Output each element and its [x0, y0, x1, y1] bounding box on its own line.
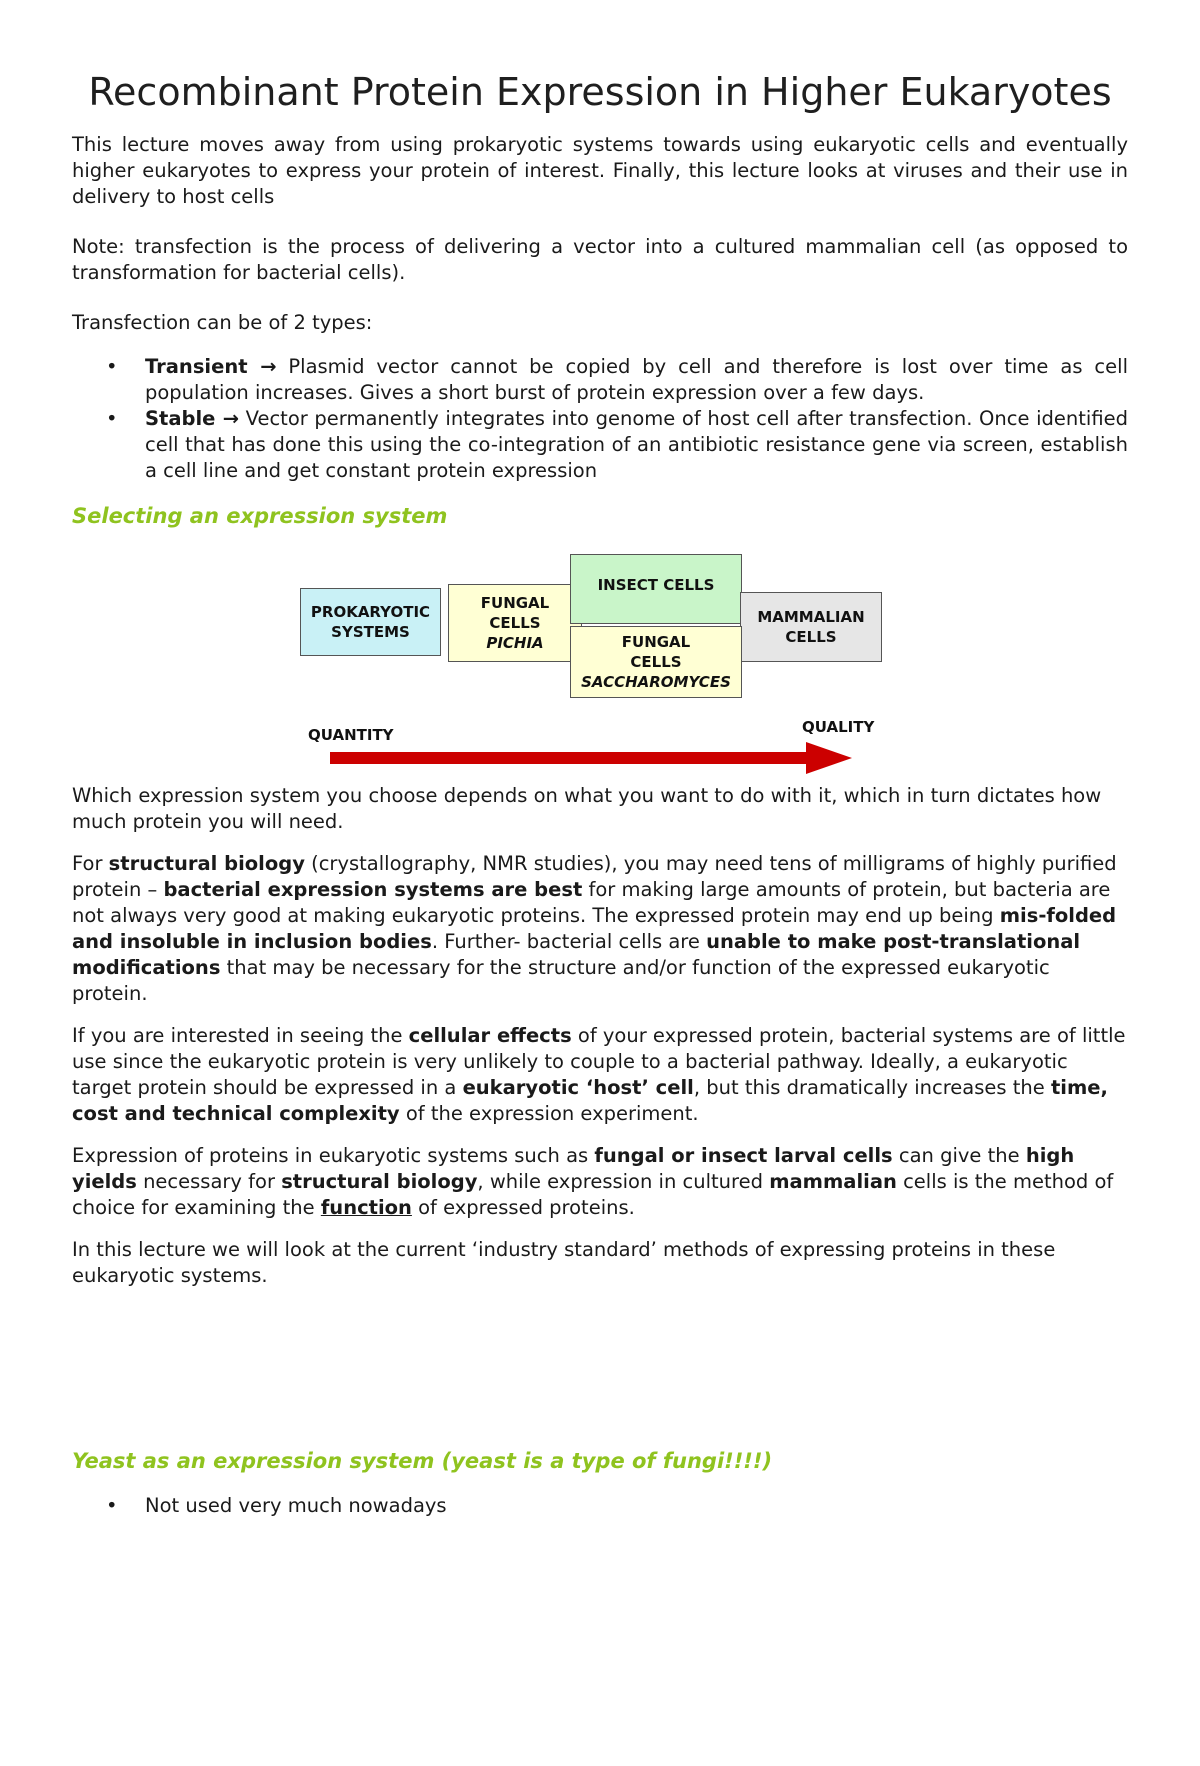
p3-b2: eukaryotic ‘host’ cell [462, 1076, 694, 1099]
arrow-head [806, 742, 852, 774]
box-fungal-saccharomyces [570, 626, 742, 698]
p3-t1: If you are interested in seeing the [72, 1024, 409, 1047]
types-intro: Transfection can be of 2 types: [72, 311, 373, 334]
p2-b1: structural biology [108, 852, 305, 875]
p4-t6: of expressed proteins. [411, 1196, 635, 1219]
paragraph-cellular-effects [72, 1023, 1128, 1127]
p3-b3: time, cost and technical complexity [72, 1076, 1108, 1125]
label-quantity: QUANTITY [308, 726, 394, 744]
expression-system-figure [0, 548, 1200, 783]
p2-t3: for making large amounts of protein, but bacteria are not always very good at making eukaryotic proteins. The expressed protein may end up being [72, 878, 1111, 927]
intro-paragraph: This lecture moves away from using prokaryotic systems towards using eukaryotic cells and eventually higher eukaryotes to express your protein of interest. Finally, this lecture looks at viruses and their use in delivery to host cells [72, 133, 1128, 208]
p4-u1: function [320, 1196, 412, 1219]
note-paragraph: Note: transfection is the process of delivering a vector into a cultured mammalian cell (as opposed to transformation for bacterial cells). [72, 235, 1128, 284]
document-page [0, 68, 1200, 1766]
yeast-list [72, 1493, 1128, 1519]
label-prokaryotic: PROKARYOTIC SYSTEMS [310, 603, 431, 641]
label-fungal-sacc-3: SACCHAROMYCES [581, 673, 731, 691]
p4-b2: high yields [72, 1144, 1075, 1193]
p2-b3: mis-folded and insoluble in inclusion bodies [72, 904, 1117, 953]
page-title: Recombinant Protein Expression in Higher Eukaryotes [88, 70, 1112, 114]
p3-b1: cellular effects [408, 1024, 572, 1047]
heading-yeast: Yeast as an expression system (yeast is a type of fungi!!!!) [72, 1449, 773, 1473]
p2-b2: bacterial expression systems are best [163, 878, 583, 901]
transfection-types-list [72, 354, 1128, 484]
paragraph-structural-biology [72, 851, 1128, 1007]
label-fungal-pichia-2: CELLS [489, 614, 541, 632]
box-prokaryotic [300, 588, 441, 656]
label-fungal-sacc-1: FUNGAL [621, 633, 691, 651]
arrow-shaft [330, 752, 808, 764]
box-insect [570, 554, 742, 624]
p4-t3: necessary for [136, 1170, 282, 1193]
spacer [72, 1313, 1128, 1423]
box-fungal-pichia [448, 584, 582, 662]
label-fungal-pichia-3: PICHIA [486, 634, 544, 652]
p4-t4: , while expression in cultured [477, 1170, 770, 1193]
paragraph-which-system: Which expression system you choose depends on what you want to do with it, which in turn dictates how much protein you will need. [72, 784, 1102, 833]
label-fungal-pichia-1: FUNGAL [480, 594, 550, 612]
p4-t5: cells is the method of choice for examining the [72, 1170, 1114, 1219]
label-fungal-sacc-2: CELLS [630, 653, 682, 671]
quantity-quality-arrow [0, 740, 1200, 780]
p2-t2: (crystallography, NMR studies), you may need tens of milligrams of highly purified protein – [72, 852, 1117, 901]
label-insect: INSECT CELLS [597, 576, 715, 594]
term-transient: Transient → [145, 355, 277, 378]
p4-b1: fungal or insect larval cells [594, 1144, 893, 1167]
paragraph-eukaryotic-systems [72, 1143, 1128, 1221]
term-stable: Stable → [145, 407, 239, 430]
p2-t1: For [72, 852, 109, 875]
paragraph-industry-standard: In this lecture we will look at the current ‘industry standard’ methods of expressing proteins in these eukaryotic systems. [72, 1238, 1056, 1287]
list-item-stable [72, 406, 1128, 484]
p3-t2: of your expressed protein, bacterial systems are of little use since the eukaryotic protein is very unlikely to couple to a bacterial pathway. Ideally, a eukaryotic target protein should be expressed in a [72, 1024, 1126, 1099]
p2-t4: . Further- bacterial cells are [431, 930, 707, 953]
p3-t4: of the expression experiment. [399, 1102, 699, 1125]
heading-selecting-expression-system: Selecting an expression system [72, 504, 448, 528]
p2-t5: that may be necessary for the structure and/or function of the expressed eukaryotic protein. [72, 956, 1050, 1005]
list-item-transient [72, 354, 1128, 406]
p3-t3: , but this dramatically increases the [693, 1076, 1051, 1099]
text-transient: Plasmid vector cannot be copied by cell and therefore is lost over time as cell population increases. Gives a short burst of protein expression over a few days. [145, 355, 1128, 404]
p4-t2: can give the [892, 1144, 1026, 1167]
text-stable: Vector permanently integrates into genome of host cell after transfection. Once identified cell that has done this using the co-integration of an antibiotic resistance gene via screen, establish a cell line and get constant protein expression [145, 407, 1128, 482]
p4-b4: mammalian [769, 1170, 897, 1193]
list-item-yeast-1: • Not used very much nowadays [72, 1493, 1128, 1519]
label-mammalian: MAMMALIAN CELLS [757, 608, 865, 646]
label-quality: QUALITY [802, 718, 875, 736]
box-mammalian [740, 592, 882, 662]
p4-t1: Expression of proteins in eukaryotic systems such as [72, 1144, 595, 1167]
p2-b4: unable to make post-translational modifications [72, 930, 1081, 979]
p4-b3: structural biology [281, 1170, 478, 1193]
